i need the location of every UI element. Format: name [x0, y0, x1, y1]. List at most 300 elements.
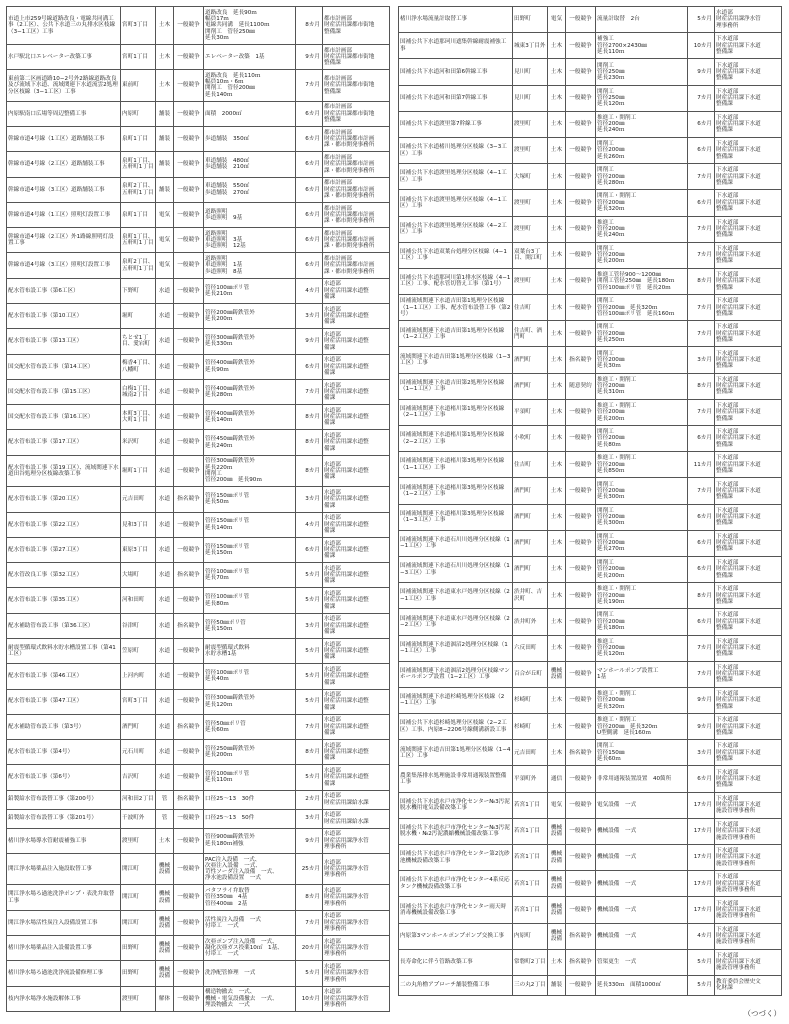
- bid-method: 一般競争: [569, 566, 592, 573]
- department-cell: [715, 504, 782, 530]
- table-row: [399, 583, 782, 609]
- work-outline: 開削工 管径200㎜ 延長200ｍ: [597, 245, 625, 265]
- duration-cell: [688, 818, 715, 844]
- work-outline: 開削工 管径200㎜ 延長250ｍ: [597, 324, 625, 343]
- project-name-cell: [7, 487, 121, 512]
- location: 住吉町: [514, 304, 531, 311]
- project-name-cell: [7, 537, 121, 562]
- work-section-cell: [156, 379, 174, 404]
- duration: 3カ月: [697, 749, 712, 756]
- bid-method: 一般競争: [569, 671, 592, 678]
- duration: 8カ月: [697, 592, 712, 599]
- work-outline: 管径300㎜鋳鉄管外 延長120ｍ: [205, 695, 255, 708]
- department-cell: [323, 152, 390, 177]
- project-name: 国補流域関連下水道涸沼2処理分区枝線マンホールポンプ設置（1−2工区）工事: [400, 667, 510, 681]
- project-name: 国補流域関連下水道東水戸処理分区枝線（2−1工区）工事: [400, 589, 510, 602]
- bid-method-cell: [174, 329, 204, 354]
- work-outline-cell: [596, 426, 688, 452]
- department: 下水道部 財産活用課下水道 整備課: [716, 481, 761, 501]
- department-cell: [323, 689, 390, 714]
- department-cell: [715, 635, 782, 661]
- table-row: [7, 809, 390, 828]
- bid-method-cell: [174, 809, 204, 828]
- location: 堀町1丁目: [122, 467, 148, 474]
- project-name-cell: [399, 635, 513, 661]
- duration: 7カ月: [697, 225, 712, 232]
- location-cell: [121, 70, 156, 102]
- table-row: [7, 228, 390, 253]
- location-cell: [121, 278, 156, 303]
- bid-method-cell: [174, 44, 204, 69]
- work-section-cell: [156, 885, 174, 910]
- table-row: [7, 101, 390, 126]
- duration: 6カ月: [697, 566, 712, 573]
- project-name-cell: [7, 714, 121, 739]
- bid-method-cell: [174, 7, 204, 45]
- work-section-cell: [548, 766, 566, 792]
- project-name-cell: [7, 7, 121, 45]
- work-section-cell: [156, 487, 174, 512]
- location: 上河内町: [122, 673, 145, 680]
- duration-cell: [296, 765, 323, 790]
- department-cell: [715, 426, 782, 452]
- bid-method: 一般競争: [569, 121, 592, 128]
- department: 下水道部 財産活用課下水道 整備課: [716, 245, 761, 265]
- work-section: 舗装: [158, 186, 171, 193]
- table-row: [7, 664, 390, 689]
- work-outline: 活性炭注入設備 一式 付帯工 一式: [205, 916, 261, 929]
- project-name: 配水管布設工事（第6工区）: [8, 287, 79, 294]
- duration-cell: [688, 426, 715, 452]
- project-name-cell: [399, 426, 513, 452]
- duration-cell: [688, 268, 715, 294]
- work-section: 土木: [550, 199, 563, 206]
- work-section-cell: [548, 399, 566, 425]
- bid-method-cell: [566, 897, 596, 923]
- project-name-cell: [7, 70, 121, 102]
- work-section: 土木: [550, 252, 563, 259]
- duration-cell: [296, 512, 323, 537]
- bid-method-cell: [566, 7, 596, 33]
- work-section: 土木: [550, 644, 563, 651]
- duration: 6カ月: [697, 199, 712, 206]
- project-name: 配水補助管布設工事（第3号）: [8, 723, 85, 730]
- bid-method-cell: [174, 303, 204, 328]
- work-outline: 管径150㎜ポリ管 延長50ｍ: [205, 493, 250, 506]
- work-section-cell: [156, 936, 174, 961]
- work-section: 土木: [158, 837, 171, 844]
- left-project-table: [6, 6, 390, 1012]
- department-cell: [323, 986, 390, 1011]
- bid-method: 一般競争: [177, 53, 200, 60]
- bid-method: 一般競争: [569, 252, 592, 259]
- location: 見和3丁目: [122, 521, 148, 528]
- work-section-cell: [156, 455, 174, 487]
- bid-method-cell: [566, 321, 596, 347]
- duration-cell: [688, 661, 715, 687]
- department-cell: [323, 910, 390, 935]
- work-section: 電気: [158, 237, 171, 244]
- work-section: 水道: [158, 439, 171, 446]
- location-cell: [513, 583, 548, 609]
- department: 下水道部 財産活用課下水道 整備課: [716, 324, 761, 343]
- duration: 3カ月: [697, 356, 712, 363]
- bid-method: 一般競争: [177, 439, 200, 446]
- work-outline-cell: [204, 828, 296, 853]
- work-section-cell: [548, 897, 566, 923]
- department: 水道部 財産活用課水道整 備課: [324, 565, 369, 585]
- duration-cell: [296, 790, 323, 809]
- bid-method: 一般競争: [569, 147, 592, 154]
- work-section-cell: [548, 583, 566, 609]
- bid-method: 一般競争: [569, 514, 592, 520]
- bid-method-cell: [174, 613, 204, 638]
- project-name: 配水管布設工事（第35工区）: [8, 597, 83, 604]
- table-row: [399, 975, 782, 995]
- work-section: 水道: [158, 363, 171, 370]
- location: 泉町2丁目、五軒町1丁目: [122, 183, 154, 196]
- location: 米沢町: [122, 439, 139, 446]
- bid-method-cell: [174, 202, 204, 227]
- work-outline-cell: [204, 455, 296, 487]
- bid-method-cell: [566, 530, 596, 556]
- location-cell: [121, 765, 156, 790]
- table-row: [399, 426, 782, 452]
- work-outline: 非常用通報装置設置 40箇所: [597, 775, 672, 782]
- bid-method-cell: [174, 101, 204, 126]
- duration-cell: [296, 177, 323, 202]
- work-outline: 開削工 管径250㎜ 延長230ｍ: [597, 62, 625, 82]
- work-section: 水道: [158, 622, 171, 629]
- department-cell: [323, 740, 390, 765]
- project-name-cell: [399, 321, 513, 347]
- bid-method-cell: [566, 871, 596, 897]
- project-name: 国補公共下水道水戸市浄化センター雨天時消毒機械設備改築工事: [400, 903, 507, 916]
- work-outline-cell: [596, 268, 688, 294]
- duration-cell: [688, 216, 715, 242]
- department-cell: [715, 373, 782, 399]
- duration: 5カ月: [697, 959, 712, 966]
- work-outline: 管径150㎜ポリ管 延長150ｍ: [205, 543, 250, 556]
- table-row: [399, 714, 782, 740]
- project-name: 国補公共下水道渡里処理分区枝線（4−1工区）工事: [400, 196, 507, 209]
- project-name-cell: [399, 871, 513, 897]
- project-name-cell: [399, 242, 513, 268]
- work-outline: 開削工 管径200㎜ 延長280ｍ: [597, 167, 625, 186]
- project-name-cell: [399, 504, 513, 530]
- location-cell: [513, 504, 548, 530]
- location: 渡里町: [514, 147, 531, 154]
- work-outline-cell: [204, 303, 296, 328]
- department-cell: [323, 430, 390, 455]
- bid-method: 一般競争: [569, 461, 592, 468]
- project-name-cell: [7, 177, 121, 202]
- location-cell: [513, 137, 548, 163]
- project-name-cell: [7, 202, 121, 227]
- project-name-cell: [399, 583, 513, 609]
- project-name-cell: [399, 7, 513, 33]
- work-section: 土木: [550, 514, 563, 520]
- project-name: 国補流域関連下水道吉田第1処理分区枝線（1−2工区）工事: [400, 327, 505, 340]
- location: 見川町: [514, 95, 531, 101]
- duration: 7カ月: [697, 173, 712, 180]
- duration-cell: [688, 635, 715, 661]
- work-outline-cell: [204, 487, 296, 512]
- work-outline: 推進工 管径200㎜ 延長240ｍ: [597, 219, 625, 239]
- duration-cell: [296, 303, 323, 328]
- duration: 8カ月: [305, 414, 320, 421]
- bid-method: 指名競争: [177, 723, 200, 730]
- work-outline-cell: [204, 664, 296, 689]
- bid-method: 一般競争: [569, 330, 592, 337]
- location: 若宮1丁目: [514, 802, 540, 809]
- bid-method: 一般競争: [569, 487, 592, 494]
- department-cell: [323, 537, 390, 562]
- duration-cell: [688, 714, 715, 740]
- work-outline: 管径300㎜鋳鉄管外 延長220ｍ 開削工 管径200㎜ 延長90ｍ: [205, 458, 262, 484]
- department-cell: [323, 613, 390, 638]
- duration-cell: [688, 845, 715, 871]
- department-cell: [323, 828, 390, 853]
- work-outline-cell: [596, 295, 688, 321]
- duration-cell: [296, 689, 323, 714]
- work-outline: 車道舗装 550㎡ 歩道舗装 270㎡: [205, 183, 250, 196]
- department: 都市計画部 財産活用課都市計画 課・都市開発事務所: [324, 154, 375, 174]
- project-name-cell: [7, 828, 121, 853]
- duration: 8カ月: [697, 278, 712, 285]
- work-section: 土木: [550, 147, 563, 154]
- work-outline-cell: [596, 661, 688, 687]
- project-name: 国補公共下水道那珂川第1排水区枝線（4−1工区）工事、配水管切替え工事（第1号）: [400, 275, 511, 288]
- bid-method-cell: [174, 885, 204, 910]
- location-cell: [513, 530, 548, 556]
- duration-cell: [296, 202, 323, 227]
- bid-method-cell: [566, 399, 596, 425]
- work-outline: 補強工 管径2700×2430㎜ 延長110ｍ: [597, 36, 647, 55]
- work-section-cell: [548, 687, 566, 713]
- work-section: 水道: [158, 673, 171, 680]
- bid-method-cell: [566, 85, 596, 111]
- bid-method-cell: [174, 986, 204, 1011]
- project-name: 開江浄水場薬品注入施設取替工事: [8, 866, 92, 873]
- table-row: [7, 44, 390, 69]
- work-outline-cell: [204, 853, 296, 885]
- project-name: 国補流域関連下水道楮川第3処理分区枝線（1−2工区）工事: [400, 484, 505, 497]
- work-outline: マンホールポンプ設置工 1基: [597, 667, 659, 681]
- table-row: [399, 216, 782, 242]
- project-name: 市道上市259号線道路改良・電線共同溝工事（2工区）、公共下水道三の丸排水区枝線（3−1工区）工事: [8, 15, 116, 35]
- work-section-cell: [156, 177, 174, 202]
- project-name-cell: [399, 399, 513, 425]
- work-section-cell: [156, 714, 174, 739]
- bid-method-cell: [174, 910, 204, 935]
- project-name-cell: [399, 845, 513, 871]
- work-section: 管: [161, 796, 168, 803]
- bid-method-cell: [566, 164, 596, 190]
- table-row: [7, 253, 390, 278]
- location: 大場町: [122, 572, 139, 579]
- location: 酒門町: [514, 514, 531, 520]
- work-section-cell: [156, 202, 174, 227]
- table-row: [399, 687, 782, 713]
- location: 双葉台3丁目、開江町: [514, 248, 542, 262]
- department: 下水道部 財産活用課下水道 整備課: [716, 62, 761, 82]
- bid-method: 一般競争: [569, 906, 592, 913]
- department-cell: [323, 101, 390, 126]
- table-row: [7, 961, 390, 986]
- work-outline: 開削工 管径200㎜ 延長270ｍ: [597, 533, 625, 553]
- work-outline: 管径100㎜ポリ管 延長40ｍ: [205, 670, 250, 683]
- project-name: 配水管布設工事（第46工区）: [8, 673, 83, 680]
- location-cell: [513, 766, 548, 792]
- work-section-cell: [548, 923, 566, 949]
- duration-cell: [296, 563, 323, 588]
- project-name: 国補公共下水道水戸市浄化センター№3汚泥脱水機用電気設備改築工事: [400, 798, 510, 812]
- project-name-cell: [399, 190, 513, 216]
- department-cell: [715, 556, 782, 582]
- work-outline: 開削工 管径200㎜ 延長260ｍ: [597, 141, 625, 160]
- work-section: 水道: [158, 521, 171, 528]
- work-outline: 管径400㎜鋳鉄管外 延長90ｍ: [205, 360, 255, 373]
- bid-method-cell: [566, 242, 596, 268]
- project-name: 幹線市道4号線（1工区）照明灯設置工事: [8, 211, 111, 218]
- work-section-cell: [156, 405, 174, 430]
- table-row: [7, 70, 390, 102]
- department: 教育委員会歴史文 化財課: [716, 979, 761, 992]
- work-section-cell: [156, 228, 174, 253]
- bid-method: 指名競争: [177, 622, 200, 629]
- project-name: 幹線市道4号線（1工区）道路舗装工事: [8, 136, 105, 142]
- duration-cell: [688, 85, 715, 111]
- duration-cell: [688, 478, 715, 504]
- work-section-cell: [548, 190, 566, 216]
- work-section: 機械設備: [550, 929, 563, 943]
- department: 水道部 財産活用課浄水管 理事務所: [324, 831, 369, 850]
- duration: 6カ月: [697, 147, 712, 154]
- bid-method-cell: [566, 59, 596, 85]
- work-outline-cell: [204, 790, 296, 809]
- location: 平須町: [514, 409, 531, 416]
- duration: 5カ月: [305, 774, 320, 781]
- project-name-cell: [399, 661, 513, 687]
- duration: 3カ月: [305, 622, 320, 629]
- department: 水道部 財産活用課水道整 備課: [324, 407, 369, 427]
- department: 下水道部 財産活用課下水道 施設管理事務所: [716, 926, 761, 946]
- location-cell: [121, 202, 156, 227]
- project-name-cell: [7, 986, 121, 1011]
- duration-cell: [296, 228, 323, 253]
- work-section-cell: [548, 714, 566, 740]
- duration-cell: [688, 111, 715, 137]
- bid-method-cell: [174, 379, 204, 404]
- location: 酒門町: [514, 356, 531, 363]
- table-row: [7, 455, 390, 487]
- department: 下水道部 財産活用課下水道 整備課: [716, 36, 761, 55]
- work-section-cell: [548, 792, 566, 818]
- department: 下水道部 財産活用課下水道 整備課: [716, 193, 761, 213]
- work-section-cell: [548, 426, 566, 452]
- project-name-cell: [7, 936, 121, 961]
- duration: 25カ月: [301, 866, 320, 873]
- work-section: 水道: [158, 414, 171, 421]
- work-outline: エレベーター改築 1基: [205, 53, 265, 60]
- table-row: [399, 740, 782, 766]
- location: 百合が丘町: [514, 671, 542, 678]
- duration: 6カ月: [697, 514, 712, 520]
- table-row: [7, 405, 390, 430]
- bid-method: 一般競争: [177, 673, 200, 680]
- duration-cell: [296, 405, 323, 430]
- project-name: 国補公共下水道河和田第7幹線工事: [400, 95, 488, 101]
- work-outline-cell: [596, 792, 688, 818]
- bid-method: 一般競争: [177, 749, 200, 756]
- department-cell: [715, 792, 782, 818]
- location: 住吉町、酒門町: [514, 327, 542, 340]
- bid-method: 一般競争: [177, 521, 200, 528]
- table-row: [399, 85, 782, 111]
- duration-cell: [296, 253, 323, 278]
- work-outline: 延長330ｍ 面積1000㎡: [597, 982, 662, 989]
- bid-method: 一般競争: [569, 828, 592, 835]
- work-outline: 開削工 管径200㎜ 延長180ｍ: [597, 612, 625, 632]
- department: 下水道部 財産活用課下水道 整備課: [716, 717, 761, 736]
- location-cell: [121, 613, 156, 638]
- project-name: 流域関連下水道吉田第1処理分区枝線（1−3工区）工事: [400, 353, 511, 367]
- location: 渡里町: [122, 837, 139, 844]
- department-cell: [715, 59, 782, 85]
- department: 水道部 財産活用課水道整 備課: [324, 515, 369, 534]
- department-cell: [323, 638, 390, 663]
- table-row: [7, 986, 390, 1011]
- project-name: 開江浄水場活性炭注入設備設置工事: [8, 919, 98, 926]
- bid-method-cell: [566, 766, 596, 792]
- work-section: 土木: [550, 383, 563, 390]
- project-name: 水戸駅北口エレベーター改築工事: [8, 53, 92, 60]
- work-section: 舗装: [158, 110, 171, 117]
- right-project-table: [398, 6, 782, 996]
- table-row: [399, 452, 782, 478]
- work-outline: 洗浄配管修理 一式: [205, 970, 256, 977]
- location-cell: [121, 44, 156, 69]
- location-cell: [513, 373, 548, 399]
- work-section: 機械設備: [158, 967, 171, 980]
- location-cell: [513, 190, 548, 216]
- work-outline: 推進工・開削工 管径200㎜ 延長310ｍ: [597, 376, 637, 396]
- duration-cell: [296, 664, 323, 689]
- location-cell: [121, 588, 156, 613]
- table-row: [7, 885, 390, 910]
- table-row: [399, 190, 782, 216]
- table-row: [399, 111, 782, 137]
- department-cell: [715, 923, 782, 949]
- project-name-cell: [7, 44, 121, 69]
- table-row: [399, 556, 782, 582]
- duration-cell: [688, 373, 715, 399]
- department: 下水道部 財産活用課下水道 整備課: [716, 88, 761, 108]
- duration: 6カ月: [305, 211, 320, 218]
- location-cell: [121, 936, 156, 961]
- bid-method-cell: [174, 689, 204, 714]
- bid-method: 一般競争: [177, 237, 200, 244]
- department: 下水道部 財産活用課下水道 整備課: [716, 167, 761, 186]
- duration-cell: [296, 127, 323, 152]
- duration-cell: [296, 986, 323, 1011]
- location: 吉沢町: [122, 774, 139, 781]
- work-section: 水道: [158, 388, 171, 395]
- project-name: 鉛製給水管布設替工事（第200号）: [8, 796, 97, 803]
- work-section-cell: [548, 7, 566, 33]
- work-outline: 推進工管径900〜1200㎜ 開削工管径250㎜ 延長180ｍ 管径100㎜ポリ管 延長20ｍ: [597, 272, 675, 291]
